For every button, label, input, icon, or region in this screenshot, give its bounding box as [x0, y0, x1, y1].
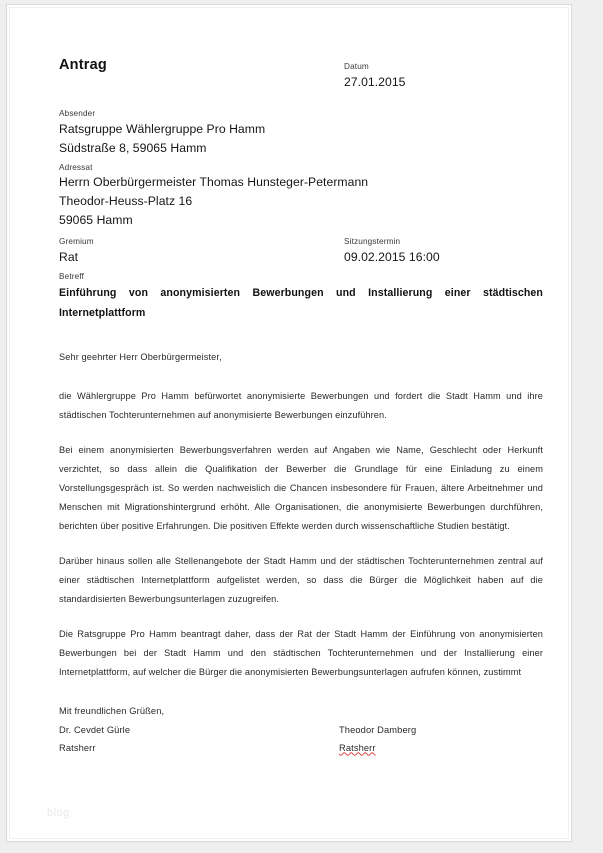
recipient-line-2: Theodor-Heuss-Platz 16	[59, 194, 193, 209]
signatory-left-name: Dr. Cevdet Gürle	[59, 724, 131, 735]
committee-value: Rat	[59, 250, 79, 264]
committee-label: Gremium	[59, 237, 94, 247]
date-label: Datum	[344, 62, 369, 71]
recipient-line-3: 59065 Hamm	[59, 213, 133, 228]
signature-right-column	[339, 721, 549, 757]
sender-label: Absender	[59, 108, 96, 118]
signature-closing: Mit freundlichen Grüßen,	[59, 706, 165, 717]
body-paragraph-2: Bei einem anonymisierten Bewerbungsverfahren werden auf Angaben wie Name, Geschlecht oder Herkunft verzichtet, so dass allein die Qualifikation der Bewerber die Grundlage für eine Einladung zu einem Vorstellungsgespräch ist. So werden nachweislich die Chancen insbesondere für Frauen, ältere Arbeitnehmer und Menschen mit Migrationshintergrund erhöht. Alle Organisationen, die anonymisierte Bewerbungen durchführen, berichten über positive Erfahrungen. Die positiven Effekte werden durch wissenschaftliche Studien bestätigt.	[59, 444, 543, 532]
signature-block	[59, 702, 549, 756]
recipient-line-1: Herrn Oberbürgermeister Thomas Hunsteger-Petermann	[59, 175, 369, 190]
subject-value: Einführung von anonymisierten Bewerbungen und Installierung einer städtischen Internetplattform	[59, 286, 543, 320]
header-row	[59, 57, 549, 92]
committee-block	[59, 236, 344, 267]
date-column	[344, 57, 549, 92]
signature-names-row	[59, 721, 549, 757]
committee-meeting-row	[59, 236, 549, 267]
body-paragraph-3: Darüber hinaus sollen alle Stellenangebote der Stadt Hamm und der städtischen Tochterunternehmen zentral auf einer städtischen Internetplattform aufgelistet werden, so dass die Bürger die Möglichkeit haben auf die standardisierten Bewerbungsunterlagen zuzugreifen.	[59, 556, 543, 605]
meeting-label: Sitzungstermin	[344, 237, 401, 247]
document-content	[7, 5, 571, 841]
signature-left-column	[59, 721, 339, 757]
signatory-right-role: Ratsherr	[339, 742, 376, 753]
date-value: 27.01.2015	[344, 74, 406, 89]
recipient-label: Adressat	[59, 162, 93, 172]
title-column	[59, 57, 344, 74]
salutation: Sehr geehrter Herr Oberbürgermeister,	[59, 352, 222, 363]
meeting-value: 09.02.2015 16:00	[344, 250, 440, 264]
document-page	[6, 4, 572, 842]
signatory-left-role: Ratsherr	[59, 742, 96, 753]
meeting-block	[344, 236, 549, 267]
sender-block	[59, 108, 549, 158]
watermark: blog	[47, 807, 70, 819]
page-title: Antrag	[59, 57, 107, 73]
sender-line-1: Ratsgruppe Wählergruppe Pro Hamm	[59, 121, 266, 136]
subject-block	[59, 271, 549, 324]
recipient-block	[59, 162, 549, 231]
signatory-right-name: Theodor Damberg	[339, 724, 417, 735]
subject-label: Betreff	[59, 271, 85, 281]
body-paragraph-1: die Wählergruppe Pro Hamm befürwortet anonymisierte Bewerbungen und fordert die Stadt Hamm und ihre städtischen Tochterunternehmen auf anonymisierte Bewerbungen einzuführen.	[59, 390, 543, 420]
sender-line-2: Südstraße 8, 59065 Hamm	[59, 140, 207, 155]
body-paragraph-4: Die Ratsgruppe Pro Hamm beantragt daher, dass der Rat der Stadt Hamm der Einführung von anonymisierten Bewerbungen bei der Stadt Hamm und den städtischen Tochterunternehmen und der Installierung einer Internetplattform, auf welcher die Bürger die anonymisierten Bewerbungsunterlagen aufrufen können, zustimmt	[59, 629, 543, 678]
